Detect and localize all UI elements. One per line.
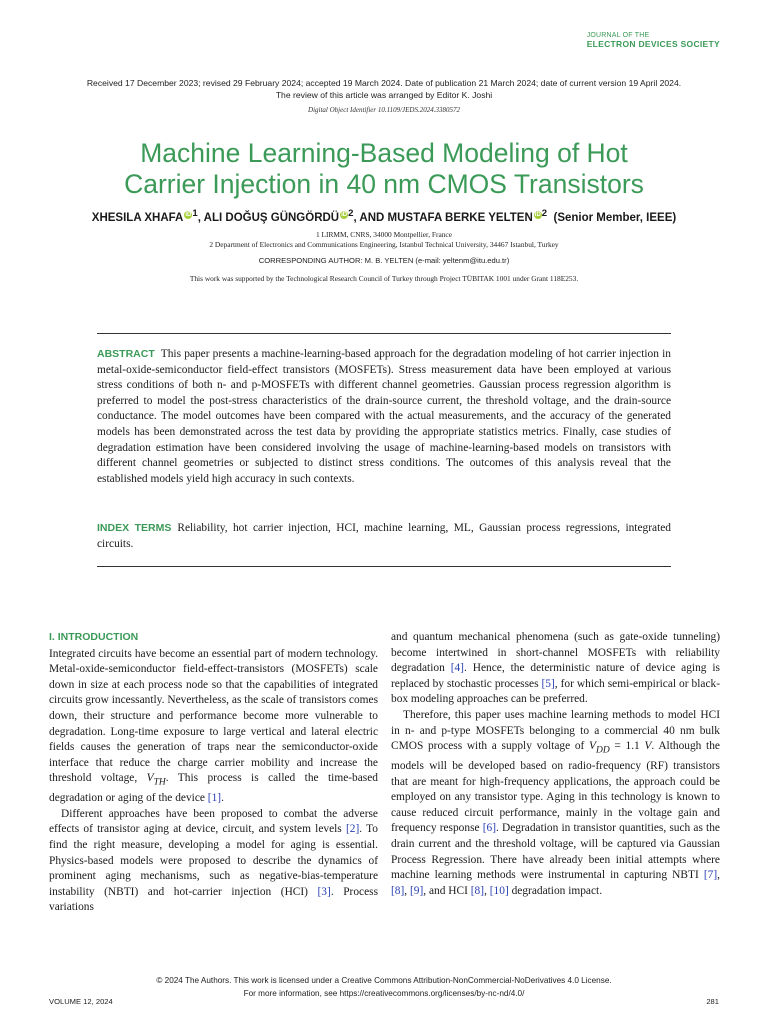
journal-prefix: JOURNAL OF THE	[586, 32, 650, 39]
supply-voltage-symbol: V	[589, 740, 596, 753]
abstract	[97, 347, 671, 487]
index-terms-label: INDEX TERMS	[97, 522, 172, 534]
citation-link[interactable]: [3]	[317, 885, 331, 898]
citation-link[interactable]: [2]	[345, 823, 360, 836]
received-dates: Received 17 December 2023; revised 29 February 2024; accepted 19 March 2024. Date of publication 21 March 2024; date of current version 19 April 2024.	[86, 78, 682, 88]
page-number: 281	[706, 997, 719, 1006]
license-text: © 2024 The Authors. This work is licensed under a Creative Commons Attribution-NonCommercial-NoDerivatives 4.0 License.	[156, 976, 612, 985]
author-3-membership: (Senior Member, IEEE)	[553, 211, 677, 224]
citation-link[interactable]: [7]	[703, 869, 718, 882]
author-3-affil: 2	[541, 208, 548, 219]
citation-link[interactable]: [6]	[482, 822, 497, 835]
abstract-bottom-rule	[97, 566, 671, 567]
title-line-1: Machine Learning-Based Modeling of Hot	[140, 138, 628, 168]
citation-link[interactable]: [4]	[450, 662, 464, 675]
abstract-text: This paper presents a machine-learning-based approach for the degradation modeling of hot carrier injection in metal-oxide-semiconductor field-effect transistors (MOSFETs). Stress measurement data have been employed at various stress conditions of both n- and p-MOSFETs with different channel geometries. Gaussian process regression algorithm is preferred to model the post-stress characteristics of the drain-source current, the threshold voltage, and the drain-source conductance. The model outcomes have been compared with the actual measurements, and the accuracy of the generated models has been demonstrated across the test data by providing the appropriate statistics metrics. Finally, case studies of degradation estimation have been considered involving the usage of machine-learning-based models on transistors with different channel geometries or subjected to distinct stress conditions. The outcomes of this analysis reveal that the established models yield high accuracy in such contexts.	[97, 348, 671, 485]
citation-link[interactable]: [5]	[541, 677, 555, 690]
index-terms	[97, 521, 671, 552]
orcid-icon[interactable]: iD	[185, 212, 192, 218]
orcid-icon[interactable]: iD	[534, 212, 541, 218]
citation-link[interactable]: [8]	[391, 884, 405, 897]
journal-logo	[587, 32, 720, 49]
paragraph: Different approaches have been proposed to combat the adverse effects of transistor aging at device, circuit, and system levels [2]. To find the right measure, developing a model for aging is essential. Physics-based models were proposed to describe the dynamics of prominent aging mechanisms, such as negative-bias-temperature instability (NBTI) and hot-carrier injection (HCI) [3]. Process variations	[49, 807, 378, 914]
paragraph: and quantum mechanical phenomena (such as gate-oxide tunneling) become intertwined in short-channel MOSFETs with reliability degradation [4]. Hence, the deterministic nature of device aging is replaced by stochastic processes [5], for which semi-empirical or black-box modeling approaches can be preferred.	[391, 631, 720, 706]
body-column-right	[391, 630, 720, 899]
doi: Digital Object Identifier 10.1109/JEDS.2024.3380572	[308, 106, 460, 114]
affiliation-2: 2 Department of Electronics and Communications Engineering, Istanbul Technical University, 34467 Istanbul, Turkey	[209, 240, 559, 249]
author-1: XHESILA XHAFA	[91, 211, 184, 224]
corresponding-author: CORRESPONDING AUTHOR: M. B. YELTEN (e-mail: yeltenm@itu.edu.tr)	[258, 256, 510, 265]
author-1-affil: 1	[192, 208, 198, 219]
title-line-2: Carrier Injection in 40 nm CMOS Transistors	[124, 169, 644, 199]
license-footer	[0, 974, 768, 1000]
threshold-voltage-symbol: V	[146, 772, 154, 785]
paragraph: Integrated circuits have become an essential part of modern technology. Metal-oxide-semiconductor field-effect-transistors (MOSFETs) scale down in size at each process node so that the capabilities of integrated circuits grow incessantly. Nevertheless, as the scale of transistors comes down, their structure and performance become more vulnerable to degradation. Long-time exposure to large vertical and lateral electric fields causes the generation of traps near the semiconductor-oxide interface that reduce the charge carrier mobility and increase the threshold voltage, $V_{TH}$. This process is called the time-based degradation or aging of the device [1].	[49, 647, 378, 805]
journal-name: ELECTRON DEVICES SOCIETY	[586, 39, 720, 49]
author-2-affil: 2	[348, 208, 354, 219]
citation-link[interactable]: [1]	[207, 792, 222, 805]
section-heading: I. INTRODUCTION	[49, 631, 139, 643]
author-list	[0, 208, 768, 224]
affiliations	[0, 230, 768, 250]
author-2: , ALI DOĞUŞ GÜNGÖRDÜ	[197, 211, 340, 224]
orcid-icon[interactable]: iD	[341, 212, 348, 218]
citation-link[interactable]: [9]	[410, 884, 424, 897]
funding-note: This work was supported by the Technological Research Council of Turkey through Project TÜBITAK 1001 under Grant 118E253.	[189, 274, 579, 283]
abstract-label: ABSTRACT	[97, 348, 155, 360]
citation-link[interactable]: [8]	[470, 884, 485, 897]
affiliation-1: 1 LIRMM, CNRS, 34000 Montpellier, France	[315, 230, 452, 239]
license-link[interactable]: For more information, see https://creativecommons.org/licenses/by-nc-nd/4.0/	[243, 989, 525, 998]
editor-note: The review of this article was arranged by Editor K. Joshi	[275, 90, 493, 100]
index-terms-text: Reliability, hot carrier injection, HCI, machine learning, ML, Gaussian process regressions, integrated circuits.	[97, 522, 671, 550]
author-3: , AND MUSTAFA BERKE YELTEN	[353, 211, 533, 224]
body-column-left	[49, 630, 378, 916]
paragraph: Therefore, this paper uses machine learning methods to model HCI in n- and p-type MOSFETs belonging to a commercial 40 nm bulk CMOS process with a supply voltage of $V_{DD} = 1.1$ V. Although the models will be developed based on radio-frequency (RF) transistors that are meant for high-frequency applications, the approach could be employed on any transistor type. Aging in this technology is known to cause reduced circuit performance, mainly in the voltage gain and frequency response [6]. Degradation in transistor quantities, such as the drain current and the threshold voltage, will be captured via Gaussian Process Regression. There have already been initial attempts where machine learning methods were instrumental in capturing NBTI [7], [8], [9], and HCI [8], [10] degradation impact.	[391, 708, 720, 897]
publication-history	[0, 77, 768, 101]
volume-info: VOLUME 12, 2024	[49, 997, 113, 1006]
paper-title	[40, 138, 728, 200]
abstract-top-rule	[97, 333, 671, 334]
citation-link[interactable]: [10]	[489, 884, 509, 897]
